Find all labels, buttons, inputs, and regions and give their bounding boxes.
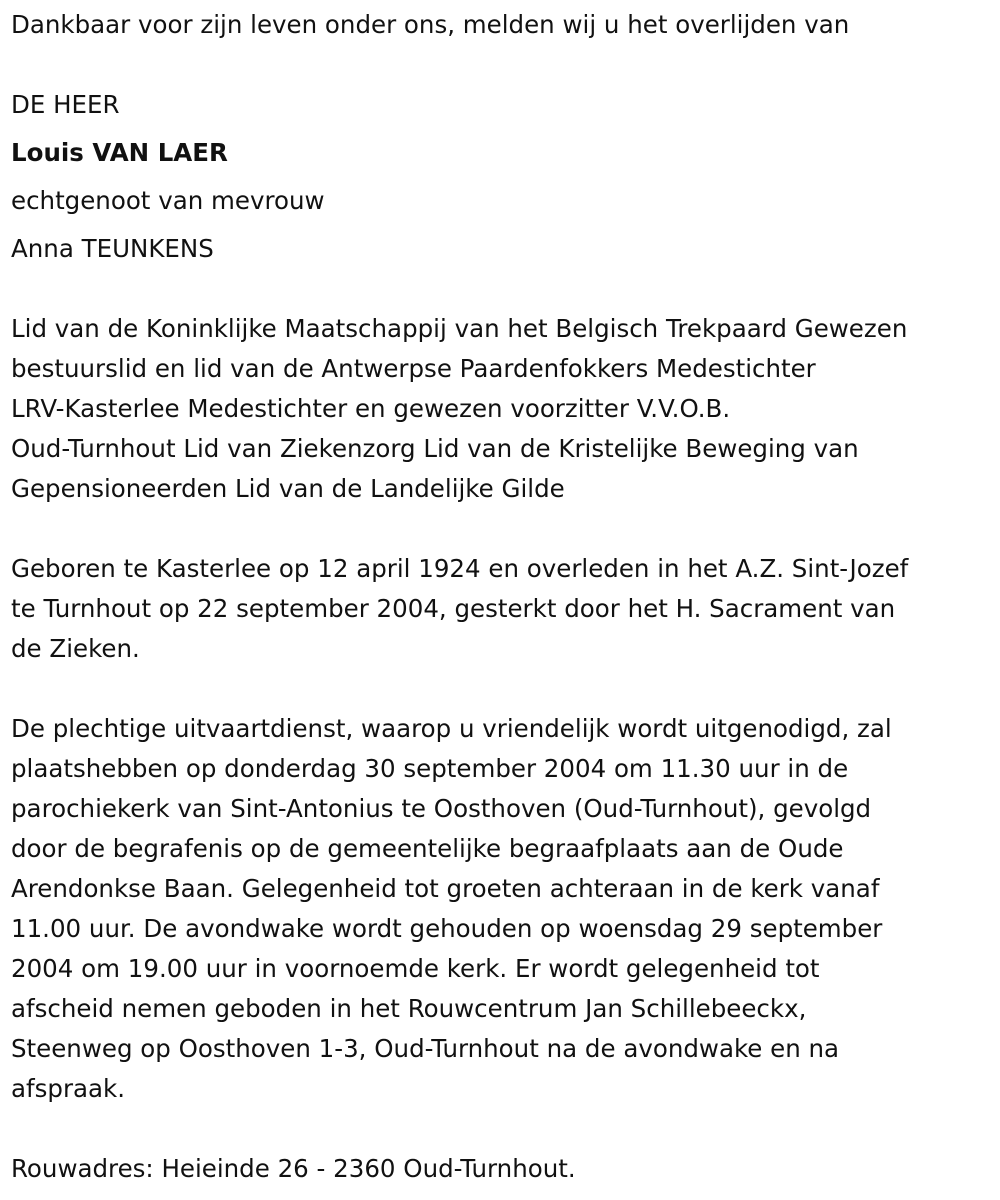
- funeral-line: parochiekerk van Sint-Antonius te Oosthoven (Oud-Turnhout), gevolgd: [11, 794, 872, 823]
- spouse-name: Anna TEUNKENS: [11, 234, 214, 263]
- deceased-name: Louis VAN LAER: [11, 138, 228, 167]
- funeral-line: 2004 om 19.00 uur in voornoemde kerk. Er wordt gelegenheid tot: [11, 954, 820, 983]
- funeral-line: 11.00 uur. De avondwake wordt gehouden op woensdag 29 september: [11, 914, 883, 943]
- relation-text: echtgenoot van mevrouw: [11, 186, 325, 215]
- birth-death-line: Geboren te Kasterlee op 12 april 1924 en overleden in het A.Z. Sint-Jozef: [11, 554, 909, 583]
- intro-text: Dankbaar voor zijn leven onder ons, melden wij u het overlijden van: [11, 10, 850, 39]
- funeral-line: afscheid nemen geboden in het Rouwcentrum Jan Schillebeeckx,: [11, 994, 807, 1023]
- membership-line: Oud-Turnhout Lid van Ziekenzorg Lid van de Kristelijke Beweging van: [11, 434, 859, 463]
- funeral-line: Arendonkse Baan. Gelegenheid tot groeten achteraan in de kerk vanaf: [11, 874, 880, 903]
- birth-death-line: te Turnhout op 22 september 2004, gesterkt door het H. Sacrament van: [11, 594, 896, 623]
- membership-line: LRV-Kasterlee Medestichter en gewezen voorzitter V.V.O.B.: [11, 394, 731, 423]
- deceased-title: DE HEER: [11, 90, 120, 119]
- birth-death-line: de Zieken.: [11, 634, 140, 663]
- funeral-line: Steenweg op Oosthoven 1-3, Oud-Turnhout na de avondwake en na: [11, 1034, 840, 1063]
- funeral-line: plaatshebben op donderdag 30 september 2004 om 11.30 uur in de: [11, 754, 849, 783]
- membership-line: Gepensioneerden Lid van de Landelijke Gilde: [11, 474, 565, 503]
- funeral-line: De plechtige uitvaartdienst, waarop u vriendelijk wordt uitgenodigd, zal: [11, 714, 892, 743]
- membership-line: bestuurslid en lid van de Antwerpse Paardenfokkers Medestichter: [11, 354, 816, 383]
- funeral-line: door de begrafenis op de gemeentelijke begraafplaats aan de Oude: [11, 834, 844, 863]
- membership-line: Lid van de Koninklijke Maatschappij van het Belgisch Trekpaard Gewezen: [11, 314, 908, 343]
- funeral-line: afspraak.: [11, 1074, 126, 1103]
- mourning-address: Rouwadres: Heieinde 26 - 2360 Oud-Turnhout.: [11, 1154, 576, 1183]
